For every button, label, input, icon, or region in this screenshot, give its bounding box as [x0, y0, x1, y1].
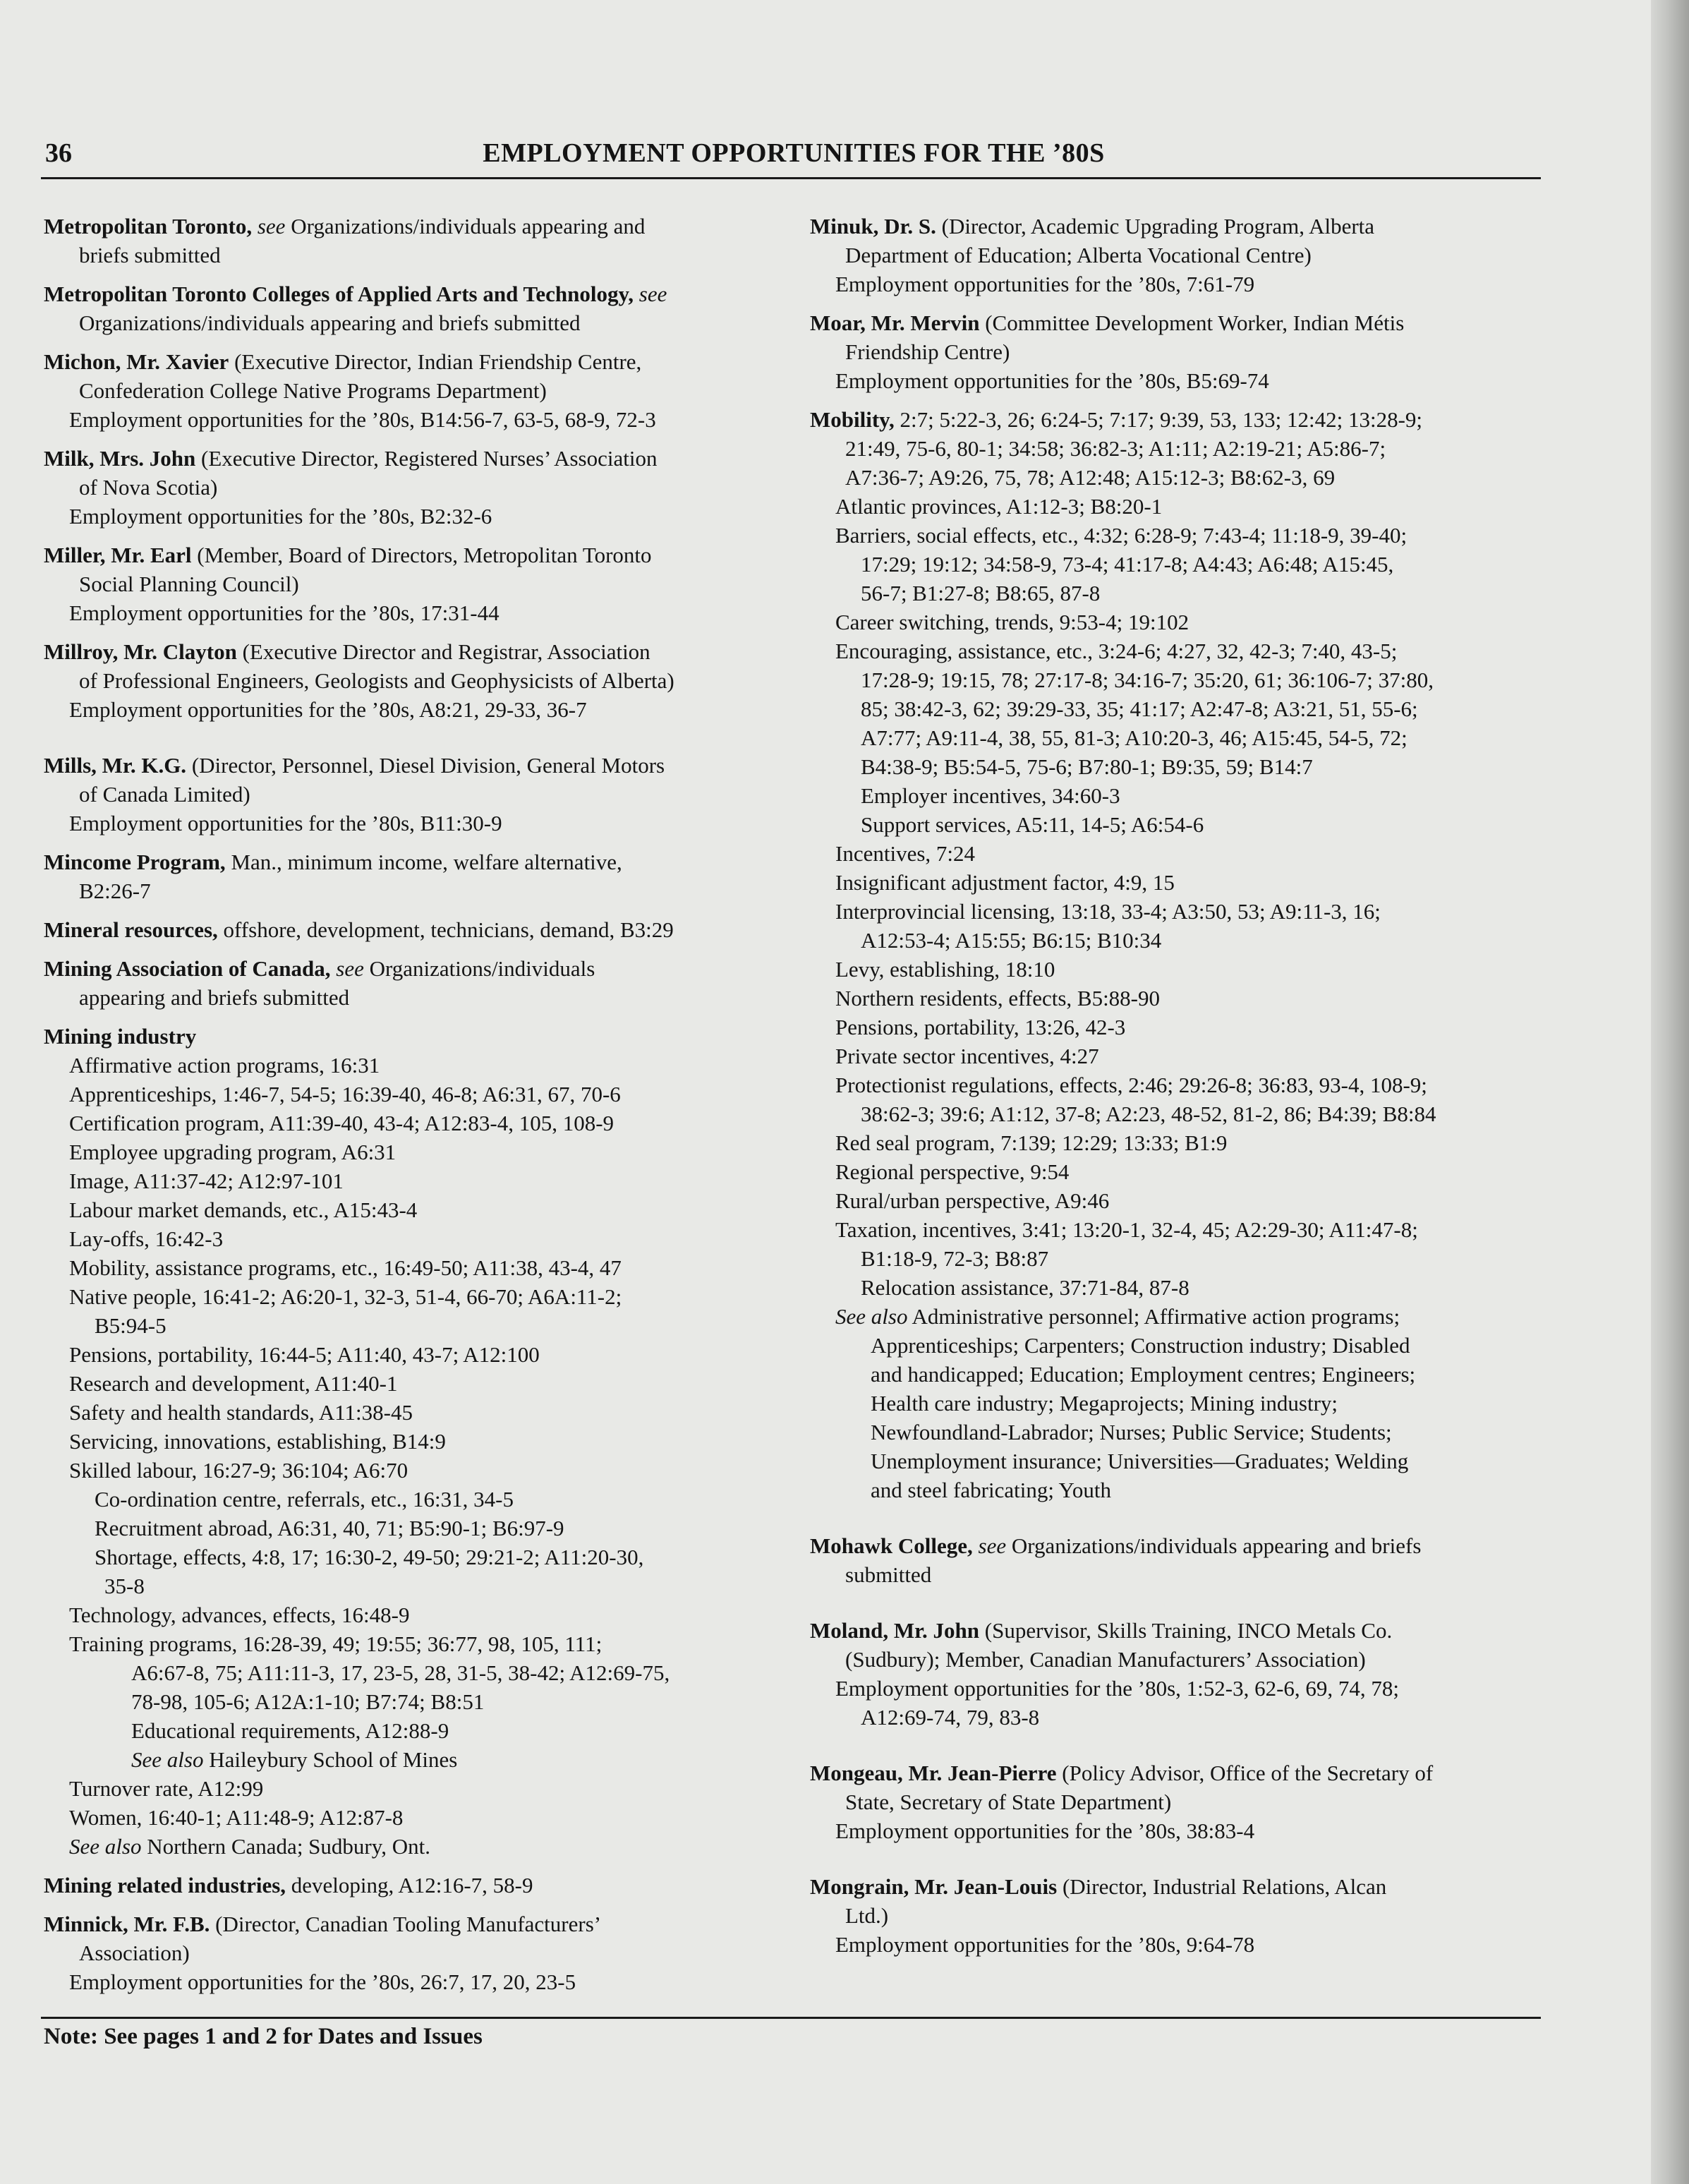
index-line — [44, 473, 770, 502]
index-line — [810, 550, 1537, 579]
index-line — [44, 1774, 770, 1803]
cross-reference: See also — [835, 1304, 908, 1329]
index-text: Support services, A5:11, 14-5; A6:54-6 — [861, 812, 1204, 837]
index-text: (Director, Canadian Tooling Manufacturers’ — [215, 1912, 602, 1936]
index-line — [810, 810, 1537, 839]
index-text: Organizations/individuals appearing and briefs — [1006, 1533, 1422, 1558]
index-entry — [810, 1758, 1537, 1845]
index-line — [810, 1042, 1537, 1070]
index-line — [810, 1157, 1537, 1186]
index-text: Apprenticeships, 1:46-7, 54-5; 16:39-40, 46-8; A6:31, 67, 70-6 — [69, 1082, 621, 1106]
index-text: (Executive Director and Registrar, Association — [242, 639, 650, 664]
index-line — [810, 897, 1537, 926]
cross-reference: See also — [131, 1747, 204, 1772]
index-text: Atlantic provinces, A1:12-3; B8:20-1 — [835, 494, 1163, 519]
index-line — [44, 666, 770, 695]
index-line — [44, 1369, 770, 1398]
index-heading: Miller, Mr. Earl — [44, 543, 192, 567]
index-line — [810, 1901, 1537, 1930]
index-text: Pensions, portability, 13:26, 42-3 — [835, 1015, 1126, 1039]
index-line — [810, 1418, 1537, 1447]
index-line — [810, 752, 1537, 781]
index-text: Labour market demands, etc., A15:43-4 — [69, 1197, 418, 1222]
index-text: Women, 16:40-1; A11:48-9; A12:87-8 — [69, 1805, 404, 1830]
index-text: (Policy Advisor, Office of the Secretary of — [1062, 1761, 1434, 1785]
left-index-column — [44, 212, 770, 2006]
index-line — [44, 376, 770, 405]
index-text: 21:49, 75-6, 80-1; 34:58; 36:82-3; A1:11; A2:19-21; A5:86-7; — [845, 436, 1386, 461]
index-text: Association) — [79, 1941, 190, 1965]
index-text: of Nova Scotia) — [79, 475, 218, 500]
index-text: Native people, 16:41-2; A6:20-1, 32-3, 51-4, 66-70; A6A:11-2; — [69, 1284, 622, 1309]
index-text: Social Planning Council) — [79, 572, 299, 596]
index-heading: Mongeau, Mr. Jean-Pierre — [810, 1761, 1057, 1785]
index-text: Organizations/individuals appearing and — [285, 214, 646, 239]
index-line — [44, 1224, 770, 1253]
index-line — [810, 1816, 1537, 1845]
index-text: Administrative personnel; Affirmative action programs; — [907, 1304, 1400, 1329]
index-line — [810, 1389, 1537, 1418]
index-line — [44, 1253, 770, 1282]
index-line — [810, 1787, 1537, 1816]
index-line — [44, 1311, 770, 1340]
index-text: Employee upgrading program, A6:31 — [69, 1140, 396, 1164]
index-line — [44, 954, 770, 983]
index-line — [44, 1051, 770, 1080]
index-line — [44, 405, 770, 434]
index-line — [810, 868, 1537, 897]
index-text: of Canada Limited) — [79, 782, 250, 807]
index-line — [810, 366, 1537, 395]
index-text: 2:7; 5:22-3, 26; 6:24-5; 7:17; 9:39, 53, 133; 12:42; 13:28-9; — [900, 407, 1423, 432]
index-text: Research and development, A11:40-1 — [69, 1371, 398, 1396]
index-text: offshore, development, technicians, demand, B3:29 — [223, 917, 674, 942]
index-entry — [44, 751, 770, 838]
index-line — [44, 1832, 770, 1861]
index-line — [810, 1447, 1537, 1476]
index-text: Barriers, social effects, etc., 4:32; 6:28-9; 7:43-4; 11:18-9, 39-40; — [835, 523, 1408, 548]
index-heading: Minuk, Dr. S. — [810, 214, 936, 239]
index-text: Newfoundland-Labrador; Nurses; Public Service; Students; — [871, 1420, 1392, 1444]
index-line — [810, 1099, 1537, 1128]
index-line — [44, 637, 770, 666]
index-text: Skilled labour, 16:27-9; 36:104; A6:70 — [69, 1458, 408, 1483]
index-text: Mobility, assistance programs, etc., 16:49-50; A11:38, 43-4, 47 — [69, 1255, 622, 1280]
header-rule — [41, 177, 1541, 179]
index-text: Health care industry; Megaprojects; Mining industry; — [871, 1391, 1338, 1416]
index-line — [44, 1716, 770, 1745]
index-line — [810, 463, 1537, 492]
index-text: 35-8 — [104, 1574, 145, 1598]
index-heading: Mongrain, Mr. Jean-Louis — [810, 1874, 1058, 1899]
index-line — [44, 1195, 770, 1224]
index-line — [44, 1803, 770, 1832]
index-text: developing, A12:16-7, 58-9 — [291, 1873, 533, 1898]
index-line — [44, 1485, 770, 1514]
index-text: (Director, Industrial Relations, Alcan — [1062, 1874, 1387, 1899]
index-entry — [44, 541, 770, 627]
index-line — [44, 1398, 770, 1427]
index-text: of Professional Engineers, Geologists and Geophysicists of Alberta) — [79, 668, 674, 693]
index-text: A7:77; A9:11-4, 38, 55, 81-3; A10:20-3, 46; A15:45, 54-5, 72; — [861, 725, 1408, 750]
index-line — [44, 598, 770, 627]
index-text: Relocation assistance, 37:71-84, 87-8 — [861, 1275, 1189, 1300]
index-text: and handicapped; Education; Employment centres; Engineers; — [871, 1362, 1416, 1387]
index-line — [44, 1514, 770, 1543]
index-heading: Mohawk College, — [810, 1533, 973, 1558]
index-text: A6:67-8, 75; A11:11-3, 17, 23-5, 28, 31-5, 38-42; A12:69-75, — [131, 1660, 670, 1685]
index-heading: Moland, Mr. John — [810, 1618, 980, 1643]
index-text: (Member, Board of Directors, Metropolitan Toronto — [197, 543, 652, 567]
index-line — [810, 1703, 1537, 1732]
index-line — [44, 1456, 770, 1485]
index-text: Employer incentives, 34:60-3 — [861, 783, 1120, 808]
index-text: Employment opportunities for the ’80s, B14:56-7, 63-5, 68-9, 72-3 — [69, 407, 656, 432]
index-heading: Mining industry — [44, 1024, 197, 1049]
index-line — [810, 1674, 1537, 1703]
index-text: (Executive Director, Registered Nurses’ Association — [201, 446, 658, 471]
index-text: A7:36-7; A9:26, 75, 78; A12:48; A15:12-3; B8:62-3, 69 — [845, 465, 1336, 490]
index-heading: Mincome Program, — [44, 850, 226, 874]
index-line — [44, 1600, 770, 1629]
index-text: Man., minimum income, welfare alternative, — [231, 850, 622, 874]
index-line — [810, 1645, 1537, 1674]
index-line — [810, 212, 1537, 241]
cross-reference: see — [978, 1533, 1007, 1558]
index-line — [44, 751, 770, 780]
index-heading: Mills, Mr. K.G. — [44, 753, 187, 778]
index-text: Affirmative action programs, 16:31 — [69, 1053, 380, 1078]
index-text: Servicing, innovations, establishing, B14:9 — [69, 1429, 446, 1454]
index-text: Employment opportunities for the ’80s, 26:7, 17, 20, 23-5 — [69, 1969, 576, 1994]
index-text: Employment opportunities for the ’80s, 9:64-78 — [835, 1932, 1255, 1957]
index-line — [44, 780, 770, 809]
index-text: Organizations/individuals — [363, 956, 595, 981]
index-line — [810, 1360, 1537, 1389]
index-text: Employment opportunities for the ’80s, B2:32-6 — [69, 504, 492, 529]
index-text: 17:28-9; 19:15, 78; 27:17-8; 34:16-7; 35:20, 61; 36:106-7; 37:80, — [861, 668, 1434, 692]
index-line — [810, 723, 1537, 752]
index-heading: Mining related industries, — [44, 1873, 286, 1898]
index-text: Career switching, trends, 9:53-4; 19:102 — [835, 610, 1189, 634]
index-line — [44, 1745, 770, 1774]
index-entry — [810, 1531, 1537, 1589]
cross-reference: see — [336, 956, 364, 981]
index-entry — [44, 954, 770, 1012]
index-text: (Executive Director, Indian Friendship Centre, — [234, 349, 642, 374]
index-text: 17:29; 19:12; 34:58-9, 73-4; 41:17-8; A4:43; A6:48; A15:45, — [861, 552, 1394, 577]
index-heading: Minnick, Mr. F.B. — [44, 1912, 210, 1936]
index-line — [44, 541, 770, 569]
page-binding-shadow — [1651, 0, 1689, 2184]
index-line — [810, 694, 1537, 723]
index-line — [810, 1476, 1537, 1504]
index-text: A12:69-74, 79, 83-8 — [861, 1705, 1040, 1730]
page-number: 36 — [45, 138, 72, 168]
index-entry — [44, 212, 770, 270]
index-entry — [810, 1872, 1537, 1959]
cross-reference: See also — [69, 1834, 142, 1859]
index-heading: Mobility, — [810, 407, 895, 432]
index-entry — [44, 1910, 770, 1996]
index-line — [810, 665, 1537, 694]
index-heading: Mining Association of Canada, — [44, 956, 331, 981]
index-line — [44, 279, 770, 308]
index-line — [810, 1128, 1537, 1157]
index-line — [810, 1244, 1537, 1273]
index-line — [810, 1531, 1537, 1560]
index-text: Recruitment abroad, A6:31, 40, 71; B5:90-1; B6:97-9 — [95, 1516, 564, 1540]
index-line — [44, 1543, 770, 1571]
index-line — [44, 876, 770, 905]
index-line — [810, 608, 1537, 637]
index-line — [44, 444, 770, 473]
index-line — [810, 1186, 1537, 1215]
index-text: Co-ordination centre, referrals, etc., 16:31, 34-5 — [95, 1487, 514, 1512]
index-heading: Michon, Mr. Xavier — [44, 349, 229, 374]
index-line — [810, 405, 1537, 434]
index-line — [44, 308, 770, 337]
footer-note: Note: See pages 1 and 2 for Dates and Issues — [44, 2024, 483, 2049]
index-line — [810, 637, 1537, 665]
index-text: Private sector incentives, 4:27 — [835, 1044, 1099, 1068]
index-text: Turnover rate, A12:99 — [69, 1776, 264, 1801]
index-text: Haileybury School of Mines — [203, 1747, 458, 1772]
index-text: B2:26-7 — [79, 879, 151, 903]
index-text: 38:62-3; 39:6; A1:12, 37-8; A2:23, 48-52, 81-2, 86; B4:39; B8:84 — [861, 1102, 1436, 1126]
index-text: A12:53-4; A15:55; B6:15; B10:34 — [861, 928, 1162, 953]
index-text: (Supervisor, Skills Training, INCO Metals Co. — [984, 1618, 1393, 1643]
index-text: briefs submitted — [79, 243, 221, 267]
index-line — [44, 695, 770, 724]
index-text: Employment opportunities for the ’80s, 7:61-79 — [835, 272, 1255, 296]
index-entry — [810, 1616, 1537, 1732]
index-text: Training programs, 16:28-39, 49; 19:55; 36:77, 98, 105, 111; — [69, 1631, 603, 1656]
index-text: Taxation, incentives, 3:41; 13:20-1, 32-4, 45; A2:29-30; A11:47-8; — [835, 1217, 1418, 1242]
index-text: Employment opportunities for the ’80s, B11:30-9 — [69, 811, 502, 835]
index-line — [44, 1340, 770, 1369]
index-line — [44, 569, 770, 598]
index-text: (Director, Personnel, Diesel Division, General Motors — [191, 753, 665, 778]
index-text: Certification program, A11:39-40, 43-4; A12:83-4, 105, 108-9 — [69, 1111, 615, 1135]
index-line — [810, 1331, 1537, 1360]
cross-reference: see — [638, 282, 667, 306]
index-entry — [44, 444, 770, 531]
index-line — [810, 1302, 1537, 1331]
index-line — [810, 955, 1537, 984]
index-line — [44, 1427, 770, 1456]
index-text: Department of Education; Alberta Vocational Centre) — [845, 243, 1312, 267]
index-line — [810, 1273, 1537, 1302]
index-text: Confederation College Native Programs Department) — [79, 378, 547, 403]
index-line — [810, 1758, 1537, 1787]
right-index-column — [810, 212, 1537, 1969]
index-text: (Director, Academic Upgrading Program, Alberta — [941, 214, 1375, 239]
index-text: 56-7; B1:27-8; B8:65, 87-8 — [861, 581, 1101, 605]
index-line — [44, 1687, 770, 1716]
index-text: B5:94-5 — [95, 1313, 167, 1338]
index-text: B4:38-9; B5:54-5, 75-6; B7:80-1; B9:35, 59; B14:7 — [861, 754, 1313, 779]
index-line — [44, 1080, 770, 1109]
index-line — [44, 1571, 770, 1600]
index-line — [44, 502, 770, 531]
index-line — [810, 1616, 1537, 1645]
index-line — [44, 983, 770, 1012]
footer-rule — [41, 2017, 1541, 2019]
index-text: Lay-offs, 16:42-3 — [69, 1226, 224, 1251]
index-line — [810, 521, 1537, 550]
index-text: Image, A11:37-42; A12:97-101 — [69, 1169, 344, 1193]
index-line — [44, 1967, 770, 1996]
index-text: Ltd.) — [845, 1903, 889, 1928]
index-line — [44, 1871, 770, 1900]
index-line — [44, 1109, 770, 1138]
index-line — [810, 1560, 1537, 1589]
index-line — [44, 1629, 770, 1658]
index-entry — [44, 1871, 770, 1900]
index-line — [810, 308, 1537, 337]
index-line — [44, 915, 770, 944]
index-text: Levy, establishing, 18:10 — [835, 957, 1055, 982]
index-text: Unemployment insurance; Universities—Graduates; Welding — [871, 1449, 1409, 1473]
index-text: State, Secretary of State Department) — [845, 1790, 1172, 1814]
index-line — [810, 579, 1537, 608]
index-entry — [44, 1022, 770, 1861]
index-line — [44, 1138, 770, 1166]
index-text: Red seal program, 7:139; 12:29; 13:33; B1:9 — [835, 1130, 1228, 1155]
index-text: Interprovincial licensing, 13:18, 33-4; A3:50, 53; A9:11-3, 16; — [835, 899, 1381, 924]
index-text: (Sudbury); Member, Canadian Manufacturers’ Association) — [845, 1647, 1366, 1672]
index-text: Apprenticeships; Carpenters; Construction industry; Disabled — [871, 1333, 1410, 1358]
index-text: Northern residents, effects, B5:88-90 — [835, 986, 1161, 1010]
index-line — [44, 847, 770, 876]
index-entry — [44, 637, 770, 724]
index-line — [44, 1910, 770, 1938]
running-title: EMPLOYMENT OPPORTUNITIES FOR THE ’80S — [483, 138, 1105, 168]
index-text: Organizations/individuals appearing and briefs submitted — [79, 310, 581, 335]
index-line — [44, 809, 770, 838]
index-line — [44, 1658, 770, 1687]
index-text: Employment opportunities for the ’80s, A8:21, 29-33, 36-7 — [69, 697, 587, 722]
index-line — [810, 270, 1537, 298]
index-text: submitted — [845, 1562, 932, 1587]
index-heading: Milk, Mrs. John — [44, 446, 196, 471]
index-line — [44, 212, 770, 241]
index-line — [810, 434, 1537, 463]
index-text: Friendship Centre) — [845, 339, 1010, 364]
index-text: Rural/urban perspective, A9:46 — [835, 1188, 1110, 1213]
index-text: and steel fabricating; Youth — [871, 1478, 1111, 1502]
index-line — [44, 1166, 770, 1195]
cross-reference: see — [257, 214, 286, 239]
index-entry — [44, 279, 770, 337]
index-text: 78-98, 105-6; A12A:1-10; B7:74; B8:51 — [131, 1689, 485, 1714]
index-line — [44, 241, 770, 270]
index-text: 85; 38:42-3, 62; 39:29-33, 35; 41:17; A2:47-8; A3:21, 51, 55-6; — [861, 696, 1418, 721]
index-text: Pensions, portability, 16:44-5; A11:40, 43-7; A12:100 — [69, 1342, 540, 1367]
index-line — [810, 839, 1537, 868]
index-text: Employment opportunities for the ’80s, 38:83-4 — [835, 1818, 1255, 1843]
index-heading: Mineral resources, — [44, 917, 218, 942]
index-entry — [810, 405, 1537, 1504]
index-entry — [44, 915, 770, 944]
index-line — [810, 926, 1537, 955]
index-line — [44, 1938, 770, 1967]
index-heading: Millroy, Mr. Clayton — [44, 639, 237, 664]
index-text: (Committee Development Worker, Indian Métis — [985, 310, 1405, 335]
index-text: Encouraging, assistance, etc., 3:24-6; 4:27, 32, 42-3; 7:40, 43-5; — [835, 639, 1398, 663]
index-line — [810, 1215, 1537, 1244]
index-line — [810, 781, 1537, 810]
index-text: Employment opportunities for the ’80s, 1:52-3, 62-6, 69, 74, 78; — [835, 1676, 1400, 1701]
index-heading: Metropolitan Toronto, — [44, 214, 253, 239]
index-line — [810, 337, 1537, 366]
index-line — [44, 1282, 770, 1311]
index-text: Incentives, 7:24 — [835, 841, 976, 866]
index-text: Safety and health standards, A11:38-45 — [69, 1400, 413, 1425]
index-entry — [810, 308, 1537, 395]
index-text: Technology, advances, effects, 16:48-9 — [69, 1603, 410, 1627]
index-line — [44, 347, 770, 376]
index-line — [810, 1872, 1537, 1901]
index-text: Employment opportunities for the ’80s, B5:69-74 — [835, 368, 1269, 393]
index-text: Protectionist regulations, effects, 2:46; 29:26-8; 36:83, 93-4, 108-9; — [835, 1073, 1427, 1097]
index-entry — [44, 847, 770, 905]
index-text: appearing and briefs submitted — [79, 985, 350, 1010]
index-heading: Metropolitan Toronto Colleges of Applied Arts and Technology, — [44, 282, 634, 306]
index-heading: Moar, Mr. Mervin — [810, 310, 980, 335]
index-line — [810, 984, 1537, 1013]
index-line — [44, 1022, 770, 1051]
index-line — [810, 241, 1537, 270]
index-text: Regional perspective, 9:54 — [835, 1159, 1070, 1184]
index-line — [810, 1930, 1537, 1959]
index-line — [810, 1013, 1537, 1042]
index-text: Employment opportunities for the ’80s, 17:31-44 — [69, 601, 500, 625]
index-text: Insignificant adjustment factor, 4:9, 15 — [835, 870, 1175, 895]
index-entry — [810, 212, 1537, 298]
index-text: Educational requirements, A12:88-9 — [131, 1718, 449, 1743]
index-text: B1:18-9, 72-3; B8:87 — [861, 1246, 1049, 1271]
index-text: Shortage, effects, 4:8, 17; 16:30-2, 49-50; 29:21-2; A11:20-30, — [95, 1545, 644, 1569]
index-entry — [44, 347, 770, 434]
index-line — [810, 1070, 1537, 1099]
index-text: Northern Canada; Sudbury, Ont. — [141, 1834, 430, 1859]
index-line — [810, 492, 1537, 521]
